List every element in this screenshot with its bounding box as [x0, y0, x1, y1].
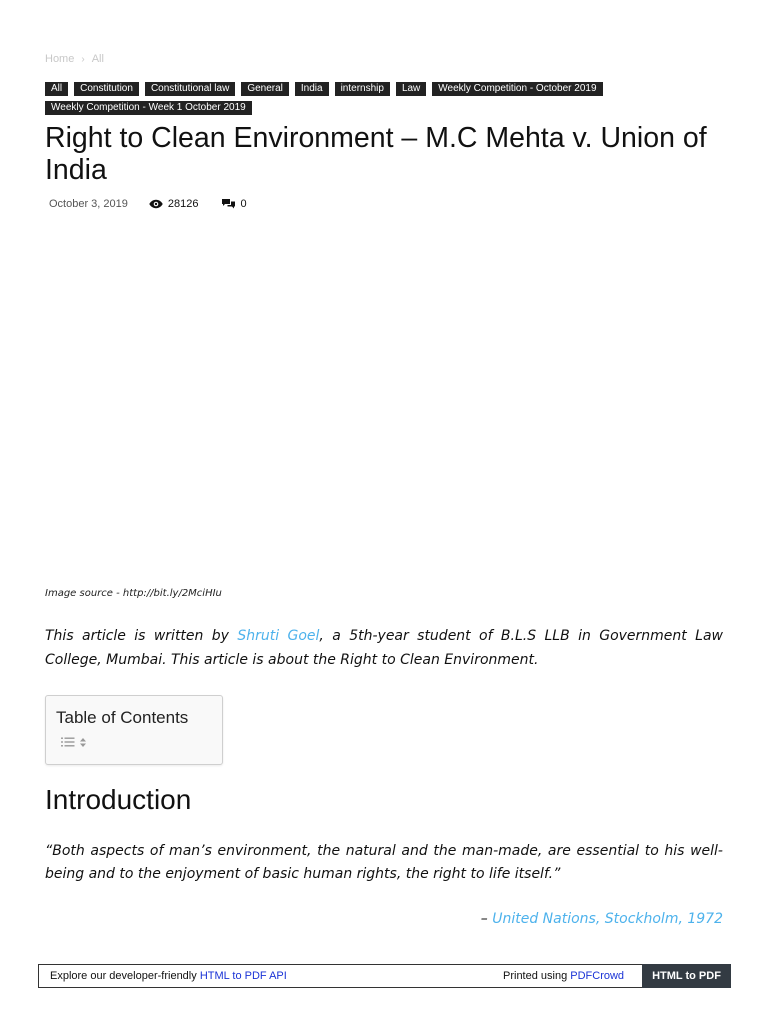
breadcrumb [45, 53, 104, 65]
eye-icon [149, 199, 163, 209]
list-icon [61, 737, 75, 747]
view-count-value: 28126 [167, 198, 199, 210]
tag-weekly-competition-october-2019[interactable]: Weekly Competition - October 2019 [432, 82, 602, 96]
footer-explore [50, 970, 287, 982]
intro-text-after: , a 5th-year student of B.L.S LLB in Government Law College, Mumbai. This article is about the Right to Clean Environment. [45, 628, 723, 668]
pdfcrowd-link[interactable]: PDFCrowd [570, 970, 625, 982]
attribution-dash: – [480, 911, 493, 927]
toc-toggle-button[interactable] [61, 737, 86, 747]
pdfcrowd-footer [38, 964, 731, 988]
comment-icon [222, 199, 235, 209]
tag-law[interactable]: Law [396, 82, 426, 96]
author-link[interactable]: Shruti Goel [237, 628, 320, 644]
article-date: October 3, 2019 [49, 198, 128, 210]
article-meta [49, 197, 247, 211]
table-of-contents [45, 695, 223, 765]
breadcrumb-home-link[interactable]: Home [45, 53, 75, 65]
breadcrumb-current-link[interactable]: All [91, 53, 104, 65]
tag-all[interactable]: All [45, 82, 68, 96]
intro-paragraph [45, 624, 723, 672]
quote-attribution [481, 911, 723, 927]
tag-weekly-competition-week-1-october-2019[interactable]: Weekly Competition - Week 1 October 2019 [45, 101, 252, 115]
comment-count[interactable] [222, 198, 246, 210]
category-tags [45, 82, 645, 115]
footer-printed [503, 970, 624, 982]
tag-general[interactable]: General [241, 82, 289, 96]
tag-internship[interactable]: internship [335, 82, 390, 96]
html-to-pdf-button[interactable]: HTML to PDF [642, 964, 731, 988]
view-count [149, 198, 199, 210]
tag-constitution[interactable]: Constitution [74, 82, 139, 96]
tag-india[interactable]: India [295, 82, 329, 96]
sort-arrows-icon [80, 738, 86, 747]
footer-printed-text: Printed using [503, 970, 571, 982]
toc-title: Table of Contents [56, 708, 189, 727]
footer-explore-text: Explore our developer-friendly [50, 970, 200, 982]
intro-text-before: This article is written by [45, 628, 238, 644]
article-title: Right to Clean Environment – M.C Mehta v. Union of India [45, 122, 707, 186]
comment-count-value: 0 [240, 198, 247, 210]
section-heading-introduction: Introduction [45, 784, 192, 815]
html-to-pdf-api-link[interactable]: HTML to PDF API [199, 970, 287, 982]
breadcrumb-separator: › [81, 54, 85, 65]
quote-text: “Both aspects of man’s environment, the natural and the man-made, are essential to his well-being and to the enjoyment of basic human rights, the right to life itself.” [45, 843, 723, 882]
image-source-caption: Image source - http://bit.ly/2MciHIu [45, 588, 222, 599]
tag-constitutional-law[interactable]: Constitutional law [145, 82, 235, 96]
attribution-link[interactable]: United Nations, Stockholm, 1972 [492, 911, 723, 927]
